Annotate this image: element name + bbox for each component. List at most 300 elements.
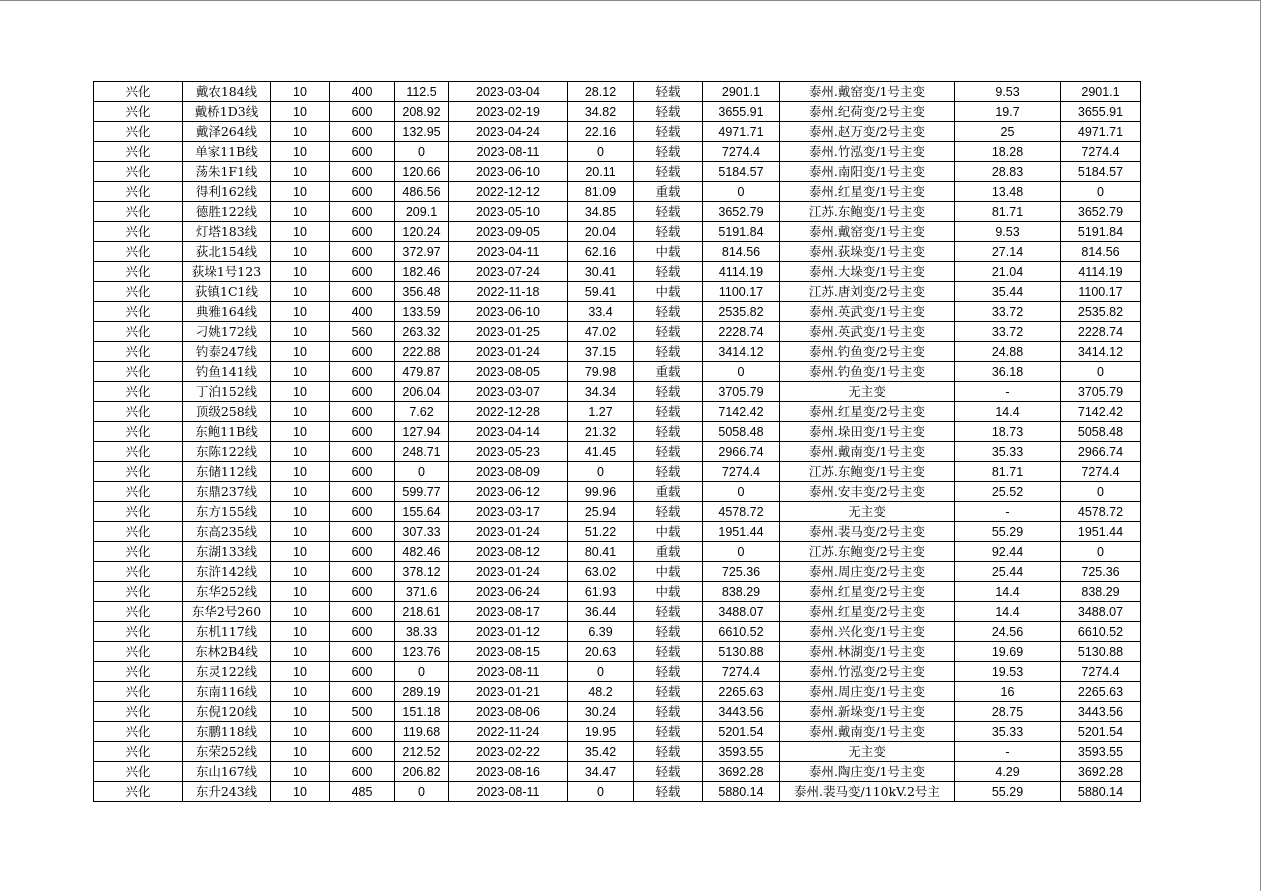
table-cell: 荻垛1号123: [183, 262, 271, 282]
table-cell: 19.7: [955, 102, 1061, 122]
table-cell: 泰州.红星变/2号主变: [780, 602, 955, 622]
table-cell: 兴化: [94, 542, 183, 562]
table-cell: 重载: [634, 482, 703, 502]
table-cell: 荡朱1F1线: [183, 162, 271, 182]
table-cell: 兴化: [94, 122, 183, 142]
table-row: [94, 242, 1141, 262]
table-cell: 泰州.周庄变/2号主变: [780, 562, 955, 582]
table-cell: 2023-01-21: [449, 682, 568, 702]
table-cell: 3705.79: [703, 382, 780, 402]
table-cell: 顶级258线: [183, 402, 271, 422]
table-cell: 48.2: [568, 682, 634, 702]
table-cell: 泰州.荻垛变/1号主变: [780, 242, 955, 262]
table-cell: 10: [271, 782, 330, 802]
table-cell: 轻载: [634, 322, 703, 342]
table-cell: 4114.19: [1061, 262, 1141, 282]
table-cell: 7274.4: [703, 662, 780, 682]
table-cell: 36.44: [568, 602, 634, 622]
table-cell: 10: [271, 582, 330, 602]
table-cell: 5130.88: [703, 642, 780, 662]
table-cell: 兴化: [94, 382, 183, 402]
table-cell: 10: [271, 682, 330, 702]
table-cell: 2023-02-22: [449, 742, 568, 762]
table-cell: 东华252线: [183, 582, 271, 602]
table-cell: 兴化: [94, 82, 183, 102]
table-cell: 东南116线: [183, 682, 271, 702]
table-cell: 725.36: [1061, 562, 1141, 582]
table-cell: 25.52: [955, 482, 1061, 502]
table-cell: 东鹏118线: [183, 722, 271, 742]
table-cell: 485: [330, 782, 395, 802]
table-cell: 10: [271, 642, 330, 662]
table-cell: 33.4: [568, 302, 634, 322]
table-cell: 20.11: [568, 162, 634, 182]
table-cell: 28.83: [955, 162, 1061, 182]
table-cell: 0: [395, 782, 449, 802]
table-cell: 泰州.钓鱼变/2号主变: [780, 342, 955, 362]
table-cell: 47.02: [568, 322, 634, 342]
table-cell: 兴化: [94, 662, 183, 682]
table-cell: 轻载: [634, 262, 703, 282]
table-cell: 3652.79: [703, 202, 780, 222]
table-cell: 600: [330, 602, 395, 622]
table-cell: 泰州.周庄变/1号主变: [780, 682, 955, 702]
table-cell: 3705.79: [1061, 382, 1141, 402]
table-cell: 轻载: [634, 102, 703, 122]
table-cell: 10: [271, 462, 330, 482]
table-cell: 泰州.红星变/2号主变: [780, 582, 955, 602]
table-cell: 19.53: [955, 662, 1061, 682]
table-cell: 泰州.裴马变/110kV.2号主: [780, 782, 955, 802]
table-cell: 3655.91: [703, 102, 780, 122]
table-cell: 400: [330, 302, 395, 322]
table-cell: 0: [568, 662, 634, 682]
table-cell: 泰州.安丰变/2号主变: [780, 482, 955, 502]
table-cell: 838.29: [1061, 582, 1141, 602]
table-cell: 2023-08-11: [449, 142, 568, 162]
table-cell: 泰州.戴南变/1号主变: [780, 722, 955, 742]
table-cell: 轻载: [634, 342, 703, 362]
table-cell: 无主变: [780, 502, 955, 522]
table-cell: 0: [1061, 362, 1141, 382]
table-cell: 10: [271, 662, 330, 682]
table-cell: 兴化: [94, 242, 183, 262]
table-cell: 3488.07: [703, 602, 780, 622]
table-cell: 2022-11-18: [449, 282, 568, 302]
table-cell: 东机117线: [183, 622, 271, 642]
table-row: [94, 202, 1141, 222]
table-cell: 600: [330, 362, 395, 382]
table-cell: 486.56: [395, 182, 449, 202]
table-cell: 丁泊152线: [183, 382, 271, 402]
table-cell: 兴化: [94, 582, 183, 602]
table-cell: 600: [330, 182, 395, 202]
table-cell: 重载: [634, 542, 703, 562]
table-cell: 600: [330, 102, 395, 122]
table-row: [94, 262, 1141, 282]
table-cell: 55.29: [955, 782, 1061, 802]
table-cell: 35.44: [955, 282, 1061, 302]
table-cell: 81.09: [568, 182, 634, 202]
table-cell: 2966.74: [703, 442, 780, 462]
table-cell: 兴化: [94, 282, 183, 302]
table-cell: 10: [271, 362, 330, 382]
table-cell: -: [955, 382, 1061, 402]
table-cell: 荻北154线: [183, 242, 271, 262]
table-cell: 2023-04-14: [449, 422, 568, 442]
table-cell: 25.44: [955, 562, 1061, 582]
table-cell: 2023-06-10: [449, 162, 568, 182]
table-cell: 5201.54: [703, 722, 780, 742]
table-cell: 372.97: [395, 242, 449, 262]
table-cell: 10: [271, 162, 330, 182]
table-cell: 钓泰247线: [183, 342, 271, 362]
table-cell: 2023-08-11: [449, 782, 568, 802]
table-cell: 21.04: [955, 262, 1061, 282]
table-cell: 600: [330, 542, 395, 562]
table-cell: 79.98: [568, 362, 634, 382]
table-cell: 151.18: [395, 702, 449, 722]
table-cell: 600: [330, 262, 395, 282]
table-cell: 3488.07: [1061, 602, 1141, 622]
table-cell: 10: [271, 742, 330, 762]
table-cell: 3593.55: [1061, 742, 1141, 762]
table-row: [94, 422, 1141, 442]
table-cell: 120.66: [395, 162, 449, 182]
table-cell: 14.4: [955, 602, 1061, 622]
table-cell: 371.6: [395, 582, 449, 602]
table-cell: 泰州.大垛变/1号主变: [780, 262, 955, 282]
table-cell: 2228.74: [703, 322, 780, 342]
table-cell: 东山167线: [183, 762, 271, 782]
table-cell: 江苏.东鲍变/1号主变: [780, 202, 955, 222]
table-cell: 10: [271, 322, 330, 342]
table-cell: 37.15: [568, 342, 634, 362]
table-cell: 轻载: [634, 502, 703, 522]
table-cell: 10: [271, 142, 330, 162]
table-cell: 10: [271, 442, 330, 462]
table-cell: 25.94: [568, 502, 634, 522]
table-cell: 4578.72: [1061, 502, 1141, 522]
table-cell: 东华2号260: [183, 602, 271, 622]
table-cell: 132.95: [395, 122, 449, 142]
table-cell: 轻载: [634, 382, 703, 402]
table-cell: 10: [271, 622, 330, 642]
table-cell: 灯塔183线: [183, 222, 271, 242]
table-cell: 222.88: [395, 342, 449, 362]
table-cell: 34.82: [568, 102, 634, 122]
table-cell: 3692.28: [1061, 762, 1141, 782]
table-cell: 泰州.裴马变/2号主变: [780, 522, 955, 542]
table-cell: 14.4: [955, 402, 1061, 422]
table-cell: 戴泽264线: [183, 122, 271, 142]
table-cell: 2023-03-17: [449, 502, 568, 522]
table-cell: 3414.12: [703, 342, 780, 362]
table-cell: 兴化: [94, 602, 183, 622]
table-cell: 6610.52: [703, 622, 780, 642]
table-cell: 10: [271, 302, 330, 322]
table-row: [94, 602, 1141, 622]
table-cell: 东林2B4线: [183, 642, 271, 662]
table-row: [94, 122, 1141, 142]
table-cell: 2023-04-24: [449, 122, 568, 142]
table-cell: 41.45: [568, 442, 634, 462]
table-cell: 2023-03-04: [449, 82, 568, 102]
table-cell: 东鲍11B线: [183, 422, 271, 442]
table-cell: 25: [955, 122, 1061, 142]
table-cell: 1.27: [568, 402, 634, 422]
table-cell: 482.46: [395, 542, 449, 562]
table-cell: 中载: [634, 242, 703, 262]
table-cell: 81.71: [955, 202, 1061, 222]
table-cell: 208.92: [395, 102, 449, 122]
table-cell: 0: [1061, 482, 1141, 502]
table-cell: 378.12: [395, 562, 449, 582]
table-cell: 21.32: [568, 422, 634, 442]
table-cell: 10: [271, 102, 330, 122]
table-cell: 55.29: [955, 522, 1061, 542]
table-cell: 泰州.红星变/2号主变: [780, 402, 955, 422]
table-cell: 7274.4: [1061, 662, 1141, 682]
table-cell: 18.28: [955, 142, 1061, 162]
table-cell: 10: [271, 262, 330, 282]
table-cell: 兴化: [94, 682, 183, 702]
table-cell: 600: [330, 222, 395, 242]
table-cell: 轻载: [634, 742, 703, 762]
table-cell: 轻载: [634, 602, 703, 622]
table-cell: 兴化: [94, 422, 183, 442]
table-cell: 1951.44: [1061, 522, 1141, 542]
table-cell: 兴化: [94, 522, 183, 542]
table-cell: 600: [330, 382, 395, 402]
table-cell: 600: [330, 722, 395, 742]
table-cell: 兴化: [94, 482, 183, 502]
table-cell: 3414.12: [1061, 342, 1141, 362]
table-cell: 400: [330, 82, 395, 102]
table-cell: 兴化: [94, 222, 183, 242]
table-cell: 轻载: [634, 702, 703, 722]
table-cell: 兴化: [94, 162, 183, 182]
table-cell: 155.64: [395, 502, 449, 522]
table-cell: 80.41: [568, 542, 634, 562]
table-cell: 248.71: [395, 442, 449, 462]
table-cell: 兴化: [94, 262, 183, 282]
table-cell: 14.4: [955, 582, 1061, 602]
table-cell: 20.04: [568, 222, 634, 242]
table-cell: -: [955, 742, 1061, 762]
table-cell: 轻载: [634, 782, 703, 802]
table-cell: 7274.4: [1061, 142, 1141, 162]
table-cell: 600: [330, 682, 395, 702]
table-cell: 东灵122线: [183, 662, 271, 682]
table-cell: 133.59: [395, 302, 449, 322]
table-cell: 600: [330, 622, 395, 642]
table-cell: 江苏.东鲍变/2号主变: [780, 542, 955, 562]
table-cell: 2901.1: [1061, 82, 1141, 102]
table-cell: 218.61: [395, 602, 449, 622]
table-cell: 重载: [634, 182, 703, 202]
table-cell: 兴化: [94, 402, 183, 422]
table-cell: 10: [271, 82, 330, 102]
table-cell: 7274.4: [703, 142, 780, 162]
table-row: [94, 562, 1141, 582]
table-cell: 500: [330, 702, 395, 722]
table-cell: 600: [330, 442, 395, 462]
table-cell: 轻载: [634, 622, 703, 642]
table-cell: 10: [271, 542, 330, 562]
table-cell: 63.02: [568, 562, 634, 582]
table-cell: 10: [271, 122, 330, 142]
table-cell: 19.69: [955, 642, 1061, 662]
table-cell: 600: [330, 142, 395, 162]
table-cell: 7274.4: [703, 462, 780, 482]
table-cell: 江苏.唐刘变/2号主变: [780, 282, 955, 302]
table-cell: 兴化: [94, 302, 183, 322]
table-cell: 9.53: [955, 82, 1061, 102]
table-cell: 轻载: [634, 442, 703, 462]
table-cell: 30.41: [568, 262, 634, 282]
table-cell: 2023-01-25: [449, 322, 568, 342]
table-cell: 600: [330, 482, 395, 502]
table-cell: 127.94: [395, 422, 449, 442]
table-cell: 5201.54: [1061, 722, 1141, 742]
table-cell: 7142.42: [1061, 402, 1141, 422]
table-cell: 2535.82: [703, 302, 780, 322]
table-cell: 209.1: [395, 202, 449, 222]
table-cell: 兴化: [94, 762, 183, 782]
table-cell: 10: [271, 522, 330, 542]
table-cell: 0: [703, 182, 780, 202]
table-cell: 206.82: [395, 762, 449, 782]
table-cell: 600: [330, 422, 395, 442]
table-row: [94, 682, 1141, 702]
table-cell: 2023-09-05: [449, 222, 568, 242]
table-cell: 7142.42: [703, 402, 780, 422]
table-row: [94, 322, 1141, 342]
table-cell: 2023-08-11: [449, 662, 568, 682]
table-row: [94, 742, 1141, 762]
table-cell: 2023-01-24: [449, 562, 568, 582]
table-cell: 2023-01-24: [449, 522, 568, 542]
table-cell: 20.63: [568, 642, 634, 662]
table-cell: 263.32: [395, 322, 449, 342]
table-cell: 1100.17: [703, 282, 780, 302]
table-cell: 119.68: [395, 722, 449, 742]
table-cell: 7.62: [395, 402, 449, 422]
table-row: [94, 162, 1141, 182]
table-cell: 7274.4: [1061, 462, 1141, 482]
table-cell: 泰州.英武变/1号主变: [780, 302, 955, 322]
table-cell: 2023-05-10: [449, 202, 568, 222]
table-row: [94, 342, 1141, 362]
table-cell: 356.48: [395, 282, 449, 302]
table-cell: 4971.71: [1061, 122, 1141, 142]
table-cell: 18.73: [955, 422, 1061, 442]
table-cell: 1100.17: [1061, 282, 1141, 302]
table-cell: 0: [703, 362, 780, 382]
table-cell: 2535.82: [1061, 302, 1141, 322]
table-cell: 2265.63: [1061, 682, 1141, 702]
table-cell: 182.46: [395, 262, 449, 282]
table-cell: 61.93: [568, 582, 634, 602]
table-cell: 轻载: [634, 662, 703, 682]
table-cell: 599.77: [395, 482, 449, 502]
table-cell: 35.42: [568, 742, 634, 762]
table-cell: 4578.72: [703, 502, 780, 522]
table-cell: 戴桥1D3线: [183, 102, 271, 122]
table-cell: 0: [568, 462, 634, 482]
table-row: [94, 222, 1141, 242]
table-cell: 轻载: [634, 202, 703, 222]
table-cell: 中载: [634, 282, 703, 302]
table-cell: 2023-01-12: [449, 622, 568, 642]
table-cell: 2023-01-24: [449, 342, 568, 362]
table-cell: 东荣252线: [183, 742, 271, 762]
table-cell: 2023-05-23: [449, 442, 568, 462]
table-cell: 兴化: [94, 362, 183, 382]
table-cell: 东升243线: [183, 782, 271, 802]
table-cell: 3692.28: [703, 762, 780, 782]
table-cell: 兴化: [94, 742, 183, 762]
table-cell: 212.52: [395, 742, 449, 762]
table-cell: 3593.55: [703, 742, 780, 762]
table-cell: 16: [955, 682, 1061, 702]
table-cell: 轻载: [634, 422, 703, 442]
table-cell: 2023-08-16: [449, 762, 568, 782]
table-cell: 2228.74: [1061, 322, 1141, 342]
table-cell: 兴化: [94, 182, 183, 202]
table-cell: 无主变: [780, 742, 955, 762]
table-cell: 兴化: [94, 142, 183, 162]
table-row: [94, 762, 1141, 782]
table-cell: 单家11B线: [183, 142, 271, 162]
table-cell: 泰州.钓鱼变/1号主变: [780, 362, 955, 382]
table-cell: 兴化: [94, 322, 183, 342]
table-row: [94, 622, 1141, 642]
table-cell: 34.34: [568, 382, 634, 402]
table-cell: 30.24: [568, 702, 634, 722]
table-cell: 34.47: [568, 762, 634, 782]
table-cell: 814.56: [703, 242, 780, 262]
table-cell: 600: [330, 562, 395, 582]
table-cell: 2265.63: [703, 682, 780, 702]
table-row: [94, 442, 1141, 462]
table-cell: 36.18: [955, 362, 1061, 382]
table-cell: 东倪120线: [183, 702, 271, 722]
table-cell: 兴化: [94, 622, 183, 642]
table-cell: 兴化: [94, 102, 183, 122]
table-cell: 600: [330, 662, 395, 682]
table-cell: 28.12: [568, 82, 634, 102]
table-cell: 东陈122线: [183, 442, 271, 462]
table-cell: 120.24: [395, 222, 449, 242]
table-cell: 江苏.东鲍变/1号主变: [780, 462, 955, 482]
table-cell: 5880.14: [1061, 782, 1141, 802]
table-cell: 泰州.戴窑变/1号主变: [780, 82, 955, 102]
table-cell: 838.29: [703, 582, 780, 602]
table-cell: 3652.79: [1061, 202, 1141, 222]
table-cell: 99.96: [568, 482, 634, 502]
table-cell: 600: [330, 642, 395, 662]
table-cell: 中载: [634, 522, 703, 542]
table-cell: 725.36: [703, 562, 780, 582]
table-cell: 5058.48: [1061, 422, 1141, 442]
table-cell: 600: [330, 402, 395, 422]
table-cell: 560: [330, 322, 395, 342]
table-cell: 兴化: [94, 722, 183, 742]
data-table: [93, 81, 1141, 802]
table-cell: 10: [271, 242, 330, 262]
